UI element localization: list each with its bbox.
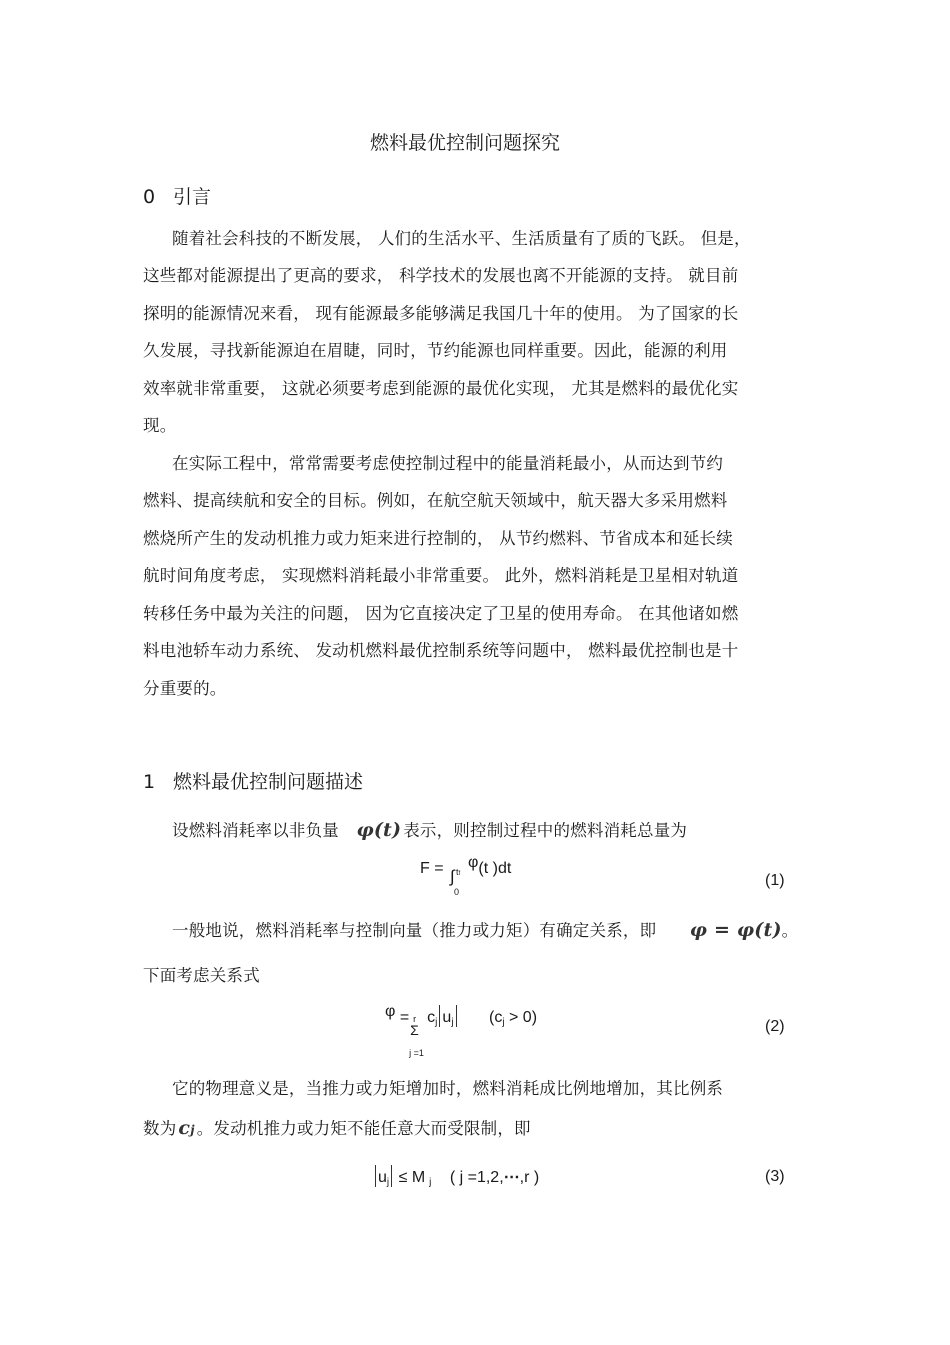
intro-p2-line7: 分重要的。 xyxy=(143,679,227,698)
equation-2-number: (2) xyxy=(765,1018,785,1035)
section-title: 燃料最优控制问题描述 xyxy=(173,771,364,793)
intro-p2-line2: 燃料、提高续航和安全的目标。例如，在航空航天领域中，航天器大多采用燃料 xyxy=(143,491,728,510)
intro-p2-line4: 航时间角度考虑， 实现燃料消耗最小非常重要。 此外，燃料消耗是卫星相对轨道 xyxy=(143,566,739,585)
problem-s3-line2: 数为 cj 。发动机推力或力矩不能任意大而受限制，即 xyxy=(143,1117,531,1139)
problem-s2: 一般地说，燃料消耗率与控制向量（推力或力矩）有确定关系，即 φ = φ(t)。 xyxy=(172,919,799,941)
intro-p1-line3: 探明的能源情况来看， 现有能源最多能够满足我国几十年的使用。 为了国家的长 xyxy=(143,304,739,323)
equation-1-number: (1) xyxy=(765,872,785,889)
problem-s3-line1: 它的物理意义是，当推力或力矩增加时，燃料消耗成比例地增加，其比例系 xyxy=(172,1079,724,1098)
c-j-symbol: cj xyxy=(178,1117,195,1139)
intro-p1-line1: 随着社会科技的不断发展， 人们的生活水平、生活质量有了质的飞跃。 但是， xyxy=(172,229,751,248)
phi-t-symbol: φ(t) xyxy=(356,819,402,841)
equation-2: φ = r Σ j =1 $c_j$ $u_j$ $(c_j > 0)$ xyxy=(385,1003,538,1058)
problem-s2-line2: 下面考虑关系式 xyxy=(143,966,260,985)
equation-1: F = ∫ tf 0 φ(t )dt xyxy=(420,854,512,897)
phi-relation-symbol: φ = φ(t) xyxy=(689,919,782,941)
section-title: 引言 xyxy=(173,186,212,208)
equation-3: $u_j \le M$ $_j$ ( j =1,2,⋯,r ) xyxy=(373,1165,539,1188)
intro-p2-line1: 在实际工程中，常常需要考虑使控制过程中的能量消耗最小，从而达到节约 xyxy=(172,454,724,473)
page-title: 燃料最优控制问题探究 xyxy=(369,132,560,154)
intro-p2-line5: 转移任务中最为关注的问题， 因为它直接决定了卫星的使用寿命。 在其他诸如燃 xyxy=(143,604,739,623)
intro-p2-line3: 燃烧所产生的发动机推力或力矩来进行控制的， 从节约燃料、节省成本和延长续 xyxy=(143,529,733,548)
section-heading-problem xyxy=(143,767,363,794)
intro-p1-line2: 这些都对能源提出了更高的要求， 科学技术的发展也离不开能源的支持。 就目前 xyxy=(143,266,739,285)
intro-p1-line5: 效率就非常重要， 这就必须要考虑到能源的最优化实现， 尤其是燃料的最优化实 xyxy=(143,379,739,398)
section-number: 1 xyxy=(143,771,156,793)
problem-s1: 设燃料消耗率以非负量 φ(t) 表示，则控制过程中的燃料消耗总量为 xyxy=(172,819,688,841)
equation-3-number: (3) xyxy=(765,1168,785,1185)
intro-p1-line4: 久发展，寻找新能源迫在眉睫，同时，节约能源也同样重要。因此，能源的利用 xyxy=(143,341,728,360)
section-heading-intro xyxy=(143,182,211,209)
section-number: 0 xyxy=(143,186,156,208)
intro-p2-line6: 料电池轿车动力系统、 发动机燃料最优控制系统等问题中， 燃料最优控制也是十 xyxy=(143,641,739,660)
intro-p1-line6: 现。 xyxy=(143,416,177,435)
